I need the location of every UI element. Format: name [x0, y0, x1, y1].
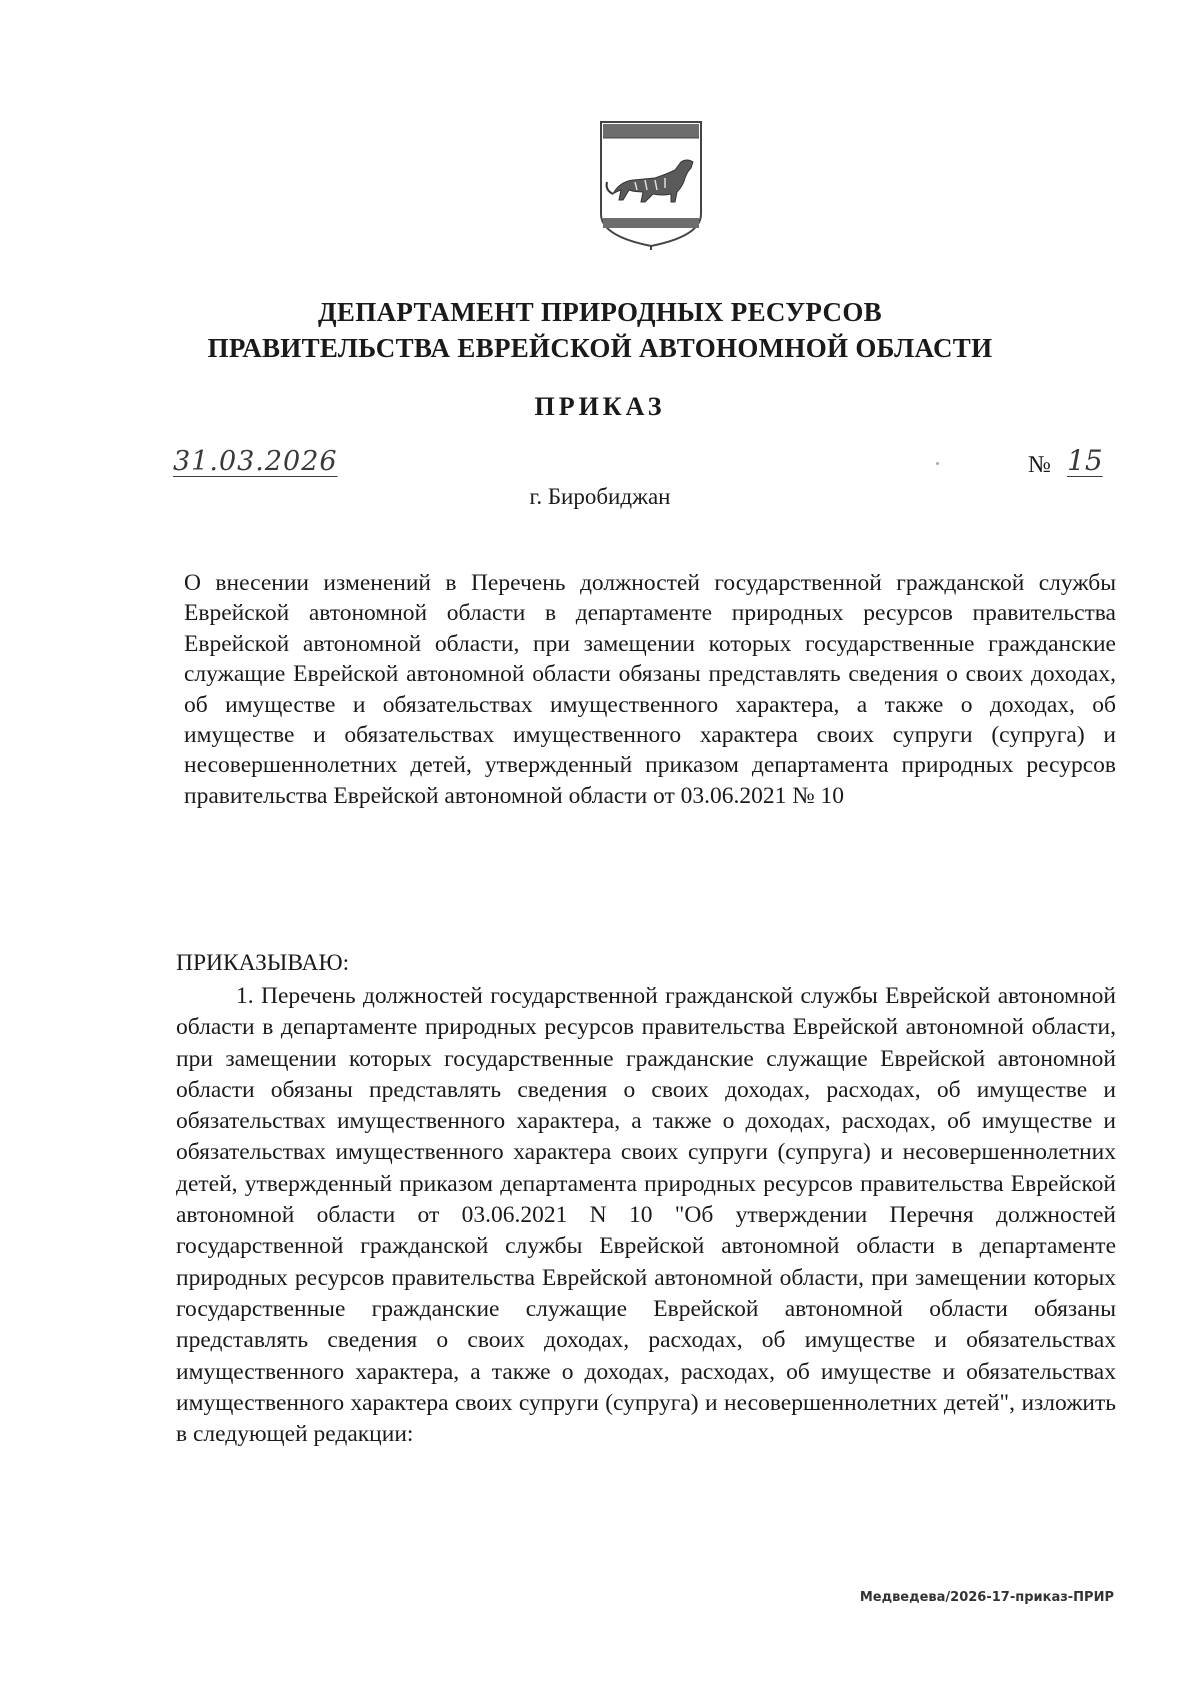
- order-directive-word: ПРИКАЗЫВАЮ:: [176, 950, 350, 976]
- handwritten-number: 15: [1067, 444, 1103, 477]
- department-name-line2: ПРАВИТЕЛЬСТВА ЕВРЕЙСКОЙ АВТОНОМНОЙ ОБЛАСТИ: [207, 333, 993, 363]
- document-type-title: ПРИКАЗ: [534, 392, 666, 421]
- department-name-line1: ДЕПАРТАМЕНТ ПРИРОДНЫХ РЕСУРСОВ: [318, 297, 882, 327]
- city: г. Биробиджан: [529, 484, 671, 509]
- order-item-1: 1. Перечень должностей государственной гражданской службы Еврейской автономной области в департаменте природных ресурсов правительства Еврейской автономной области, при замещении которых государственные гражданские служащие Еврейской автономной области обязаны представлять сведения о своих доходах, расходах, об имуществе и обязательствах имущественного характера, а также о доходах, расходах, об имуществе и обязательствах имущественного характера своих супруги (супруга) и несовершеннолетних детей, утвержденный приказом департамента природных ресурсов правительства Еврейской автономной области от 03.06.2021 N 10 "Об утверждении Перечня должностей государственной гражданской службы Еврейской автономной области в департаменте природных ресурсов правительства Еврейской автономной области, при замещении которых государственные гражданские служащие Еврейской автономной области обязаны представлять сведения о своих доходах, расходах, об имуществе и обязательствах имущественного характера, а также о доходах, расходах, об имуществе и обязательствах имущественного характера своих супруги (супруга) и несовершеннолетних детей", изложить в следующей редакции:: [176, 983, 1116, 1448]
- number-label: №: [1028, 452, 1051, 478]
- tiger-coat-of-arms-icon: [595, 118, 707, 250]
- scan-speck: [936, 462, 939, 465]
- handwritten-date: 31.03.2026: [173, 446, 338, 477]
- document-reference: Медведева/2026-17-приказ-ПРИР: [859, 1590, 1114, 1605]
- order-subject: О внесении изменений в Перечень должностей государственной гражданской службы Еврейской автономной области в департаменте природных ресурсов правительства Еврейской автономной области, при замещении которых государственные гражданские служащие Еврейской автономной области обязаны представлять сведения о своих доходах, об имуществе и обязательствах имущественного характера, а также о доходах, об имуществе и обязательствах имущественного характера своих супруги (супруга) и несовершеннолетних детей, утвержденный приказом департамента природных ресурсов правительства Еврейской автономной области от 03.06.2021 № 10: [184, 570, 1116, 809]
